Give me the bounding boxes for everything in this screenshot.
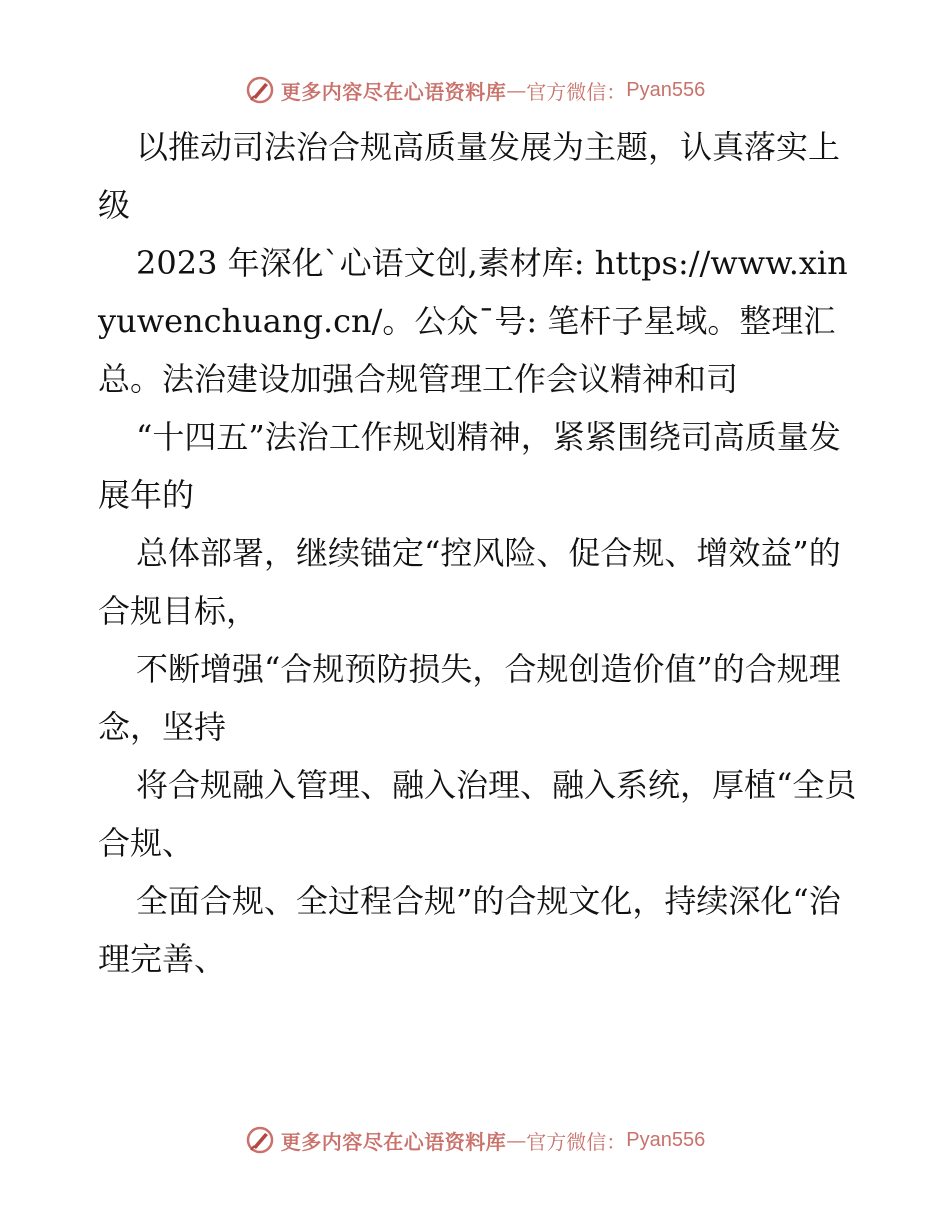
paragraph-2: 2023 年深化`心语文创,素材库: https://www.xinyuwenchuang.cn/。公众¯号: 笔杆子星域。整理汇总。法治建设加强合规管理工作会议精神和司 [98, 244, 848, 398]
quill-pen-logo-icon [245, 75, 275, 105]
header-watermark-banner [0, 70, 950, 110]
banner-main-text: 更多内容尽在心语资料库 [280, 79, 507, 104]
paragraph-7: 全面合规、全过程合规”的合规文化，持续深化“治理完善、 [98, 882, 841, 978]
banner-main-text: 更多内容尽在心语资料库 [280, 1129, 507, 1154]
banner-wechat-handle: Pyan556 [626, 1128, 706, 1151]
banner-separator: — [506, 1128, 527, 1152]
banner-wechat-handle: Pyan556 [626, 78, 706, 101]
paragraph-6: 将合规融入管理、融入治理、融入系统，厚植“全员合规、 [98, 766, 857, 862]
quill-pen-logo-icon [245, 1125, 275, 1155]
paragraph-1: 以推动司法治合规高质量发展为主题，认真落实上级 [98, 128, 841, 224]
banner-wechat-label: 官方微信： [526, 79, 627, 104]
footer-watermark-banner [0, 1120, 950, 1160]
banner-wechat-label: 官方微信： [526, 1129, 627, 1154]
paragraph-3: “十四五”法治工作规划精神，紧紧围绕司高质量发展年的 [98, 418, 841, 514]
paragraph-5: 不断增强“合规预防损失，合规创造价值”的合规理念，坚持 [98, 650, 841, 746]
document-body [98, 118, 858, 988]
paragraph-4: 总体部署，继续锚定“控风险、促合规、增效益”的合规目标， [98, 534, 841, 630]
banner-separator: — [506, 78, 527, 102]
